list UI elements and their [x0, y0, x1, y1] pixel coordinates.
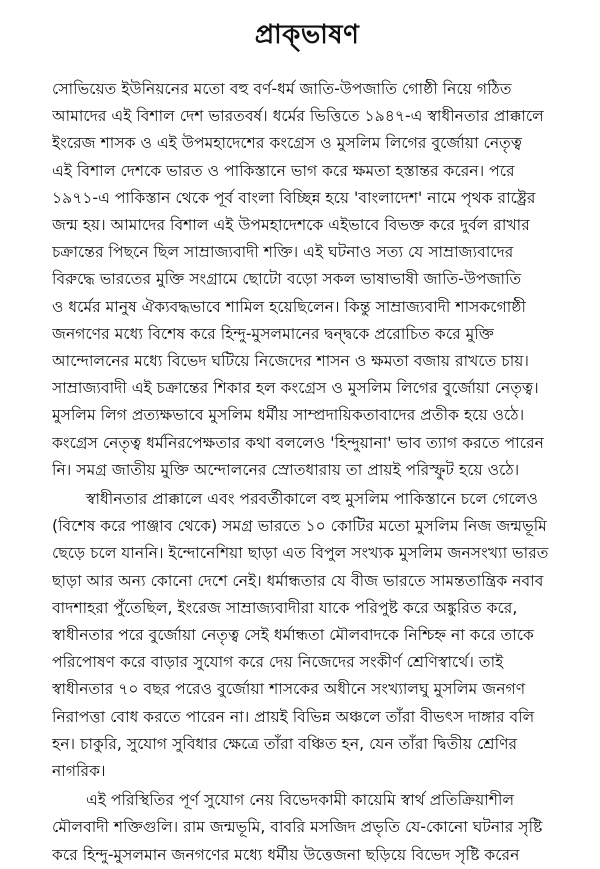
text-line: জন্ম হয়। আমাদের বিশাল এই উপমহাদেশকে এইভাবে বিভক্ত করে দুর্বল রাখার [52, 216, 530, 235]
text-line: বিরুদ্ধে ভারতের মুক্তি সংগ্রামে ছোটো বড়ো সকল ভাষাভাষী জাতি-উপজাতি [52, 270, 522, 289]
text-line: এই বিশাল দেশকে ভারত ও পাকিস্তানে ভাগ করে ক্ষমতা হস্তান্তর করেন। পরে [52, 161, 515, 180]
text-line: হন। চাকুরি, সুযোগ সুবিধার ক্ষেত্রে তাঁরা বঞ্চিত হন, যেন তাঁরা দ্বিতীয় শ্রেণির [52, 734, 518, 753]
text-line: মৌলবাদী শক্তিগুলি। রাম জন্মভূমি, বাবরি মসজিদ প্রভৃতি যে-কোনো ঘটনার সৃষ্টি [52, 818, 543, 837]
text-line: বাদশাহরা পুঁতেছিল, ইংরেজ সাম্রাজ্যবাদীরা যাকে পরিপুষ্ট করে অঙ্কুরিত করে, [52, 598, 518, 617]
text-line: ছেড়ে চলে যাননি। ইন্দোনেশিয়া ছাড়া এত বিপুল সংখ্যক মুসলিম জনসংখ্যা ভারত [52, 544, 549, 563]
text-line: আন্দোলনের মধ্যে বিভেদ ঘটিয়ে নিজেদের শাসন ও ক্ষমতা বজায় রাখতে চায়। [52, 352, 529, 371]
text-line: সোভিয়েত ইউনিয়নের মতো বহু বর্ণ-ধর্ম জাতি-উপজাতি গোষ্ঠী নিয়ে গঠিত [52, 80, 512, 98]
page-title: প্রাক্‌ভাষণ [254, 20, 360, 50]
text-line: ছাড়া আর অন্য কোনো দেশে নেই। ধর্মান্ধতার যে বীজ ভারতে সামন্ততান্ত্রিক নবাব [52, 571, 544, 590]
paragraph [52, 486, 562, 785]
text-line: আমাদের এই বিশাল দেশ ভারতবর্ষ। ধর্মের ভিত্তিতে ১৯৪৭-এ স্বাধীনতার প্রাক্কালে [52, 107, 544, 126]
text-line: ইংরেজ শাসক ও এই উপমহাদেশের কংগ্রেস ও মুসলিম লিগের বুর্জোয়া নেতৃত্ব [52, 134, 522, 153]
text-line: পরিপোষণ করে বাড়ার সুযোগ করে দেয় নিজেদের সংকীর্ণ শ্রেণিস্বার্থে। তাই [52, 653, 504, 672]
text-line: সাম্রাজ্যবাদী এই চক্রান্তের শিকার হল কংগ্রেস ও মুসলিম লিগের বুর্জোয়া নেতৃত্ব। [52, 379, 539, 398]
text-line: স্বাধীনতার ৭০ বছর পরেও বুর্জোয়া শাসকের অধীনে সংখ্যালঘু মুসলিম জনগণ [52, 680, 526, 699]
text-line: করে হিন্দু-মুসলমান জনগণের মধ্যে ধর্মীয় উত্তেজনা ছড়িয়ে বিভেদ সৃষ্টি করেন [52, 845, 520, 864]
paragraph [52, 76, 562, 484]
body-text [52, 76, 562, 869]
text-line: (বিশেষ করে পাঞ্জাব থেকে) সমগ্র ভারতে ১০ কোটির মতো মুসলিম নিজ জন্মভূমি [52, 517, 547, 536]
text-line: স্বাধীনতার প্রাক্কালে এবং পরবর্তীকালে বহু মুসলিম পাকিস্তানে চলে গেলেও [86, 490, 538, 509]
text-line: চক্রান্তের পিছনে ছিল সাম্রাজ্যবাদী শক্তি। এই ঘটনাও সত্য যে সাম্রাজ্যবাদের [52, 243, 514, 262]
paragraph [52, 787, 562, 869]
text-line: ও ধর্মের মানুষ ঐক্যবদ্ধভাবে শামিল হয়েছিলেন। কিন্তু সাম্রাজ্যবাদী শাসকগোষ্ঠী [52, 297, 526, 316]
text-line: এই পরিস্থিতির পূর্ণ সুযোগ নেয় বিভেদকামী কায়েমি স্বার্থ প্রতিক্রিয়াশীল [86, 791, 515, 810]
text-line: নাগরিক। [52, 762, 106, 781]
text-line: নিরাপত্তা বোধ করতে পারেন না। প্রায়ই বিভিন্ন অঞ্চলে তাঁরা বীভৎস দাঙ্গার বলি [52, 707, 535, 726]
text-line: নি। সমগ্র জাতীয় মুক্তি অন্দোলনের স্রোতধারায় তা প্রায়ই পরিস্ফুট হয়ে ওঠে। [52, 460, 520, 479]
text-line: স্বাধীনতার পরে বুর্জোয়া নেতৃত্ব সেই ধর্মান্ধতা মৌলবাদকে নিশ্চিহ্ন না করে তাকে [52, 626, 534, 645]
text-line: জনগণের মধ্যে বিশেষ করে হিন্দু-মুসলমানের দ্বন্দ্বকে প্ররোচিত করে মুক্তি [52, 324, 494, 343]
text-line: ১৯৭১-এ পাকিস্তান থেকে পূর্ব বাংলা বিচ্ছিন্ন হয়ে 'বাংলাদেশ' নামে পৃথক রাষ্ট্রের [52, 188, 536, 207]
text-line: কংগ্রেস নেতৃত্ব ধর্মনিরপেক্ষতার কথা বললেও 'হিন্দুয়ানা' ভাব ত্যাগ করতে পারেন [52, 433, 544, 452]
text-line: মুসলিম লিগ প্রত্যক্ষভাবে মুসলিম ধর্মীয় সাম্প্রদায়িকতাবাদের প্রতীক হয়ে ওঠে। [52, 406, 525, 425]
